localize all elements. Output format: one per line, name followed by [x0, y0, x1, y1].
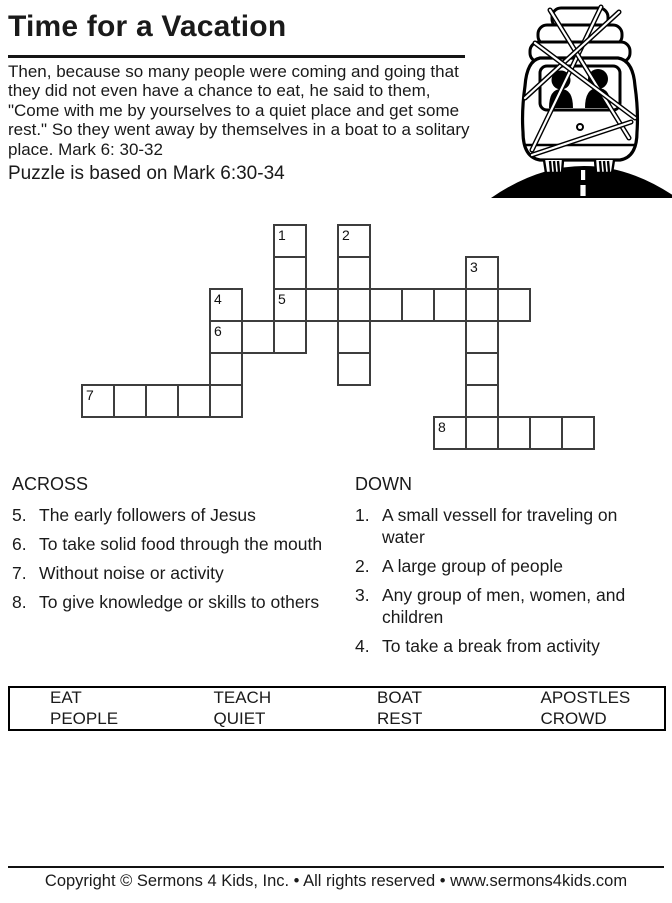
cell-number: 1	[278, 227, 286, 243]
crossword-cell[interactable]	[145, 384, 179, 418]
clue-text: To take a break from activity	[382, 636, 600, 656]
cell-number: 4	[214, 291, 222, 307]
clue-text: To give knowledge or skills to others	[39, 592, 320, 612]
across-clues-list	[12, 504, 342, 613]
clue-item	[12, 533, 342, 555]
crossword-cell[interactable]	[465, 352, 499, 386]
crossword-cell[interactable]	[113, 384, 147, 418]
word-bank-word: APOSTLES	[540, 688, 631, 708]
clue-item	[355, 635, 657, 657]
passage-line: "Come with me by yourselves to a quiet place and get some	[8, 100, 460, 120]
crossword-cell[interactable]	[401, 288, 435, 322]
crossword-cell[interactable]	[273, 288, 307, 322]
crossword-cell[interactable]	[561, 416, 595, 450]
crossword-cell[interactable]	[337, 320, 371, 354]
crossword-cell[interactable]	[305, 288, 339, 322]
crossword-cell[interactable]	[209, 320, 243, 354]
word-bank-word: QUIET	[213, 708, 266, 728]
crossword-cell[interactable]	[465, 288, 499, 322]
road-dash	[581, 170, 585, 180]
clue-item	[12, 562, 342, 584]
crossword-cell[interactable]	[369, 288, 403, 322]
crossword-cell[interactable]	[337, 256, 371, 290]
clue-item	[355, 584, 657, 628]
word-bank-word: BOAT	[377, 688, 423, 708]
car-illustration-graphic	[488, 0, 672, 200]
title-divider	[8, 55, 465, 58]
cell-number: 7	[86, 387, 94, 403]
word-bank-word: CROWD	[540, 708, 607, 728]
clue-text: A small vessell for traveling on water	[382, 505, 618, 547]
page-title: Time for a Vacation	[8, 10, 287, 43]
crossword-cell[interactable]	[497, 416, 531, 450]
crossword-cell[interactable]	[433, 288, 467, 322]
clue-number: 2.	[355, 556, 370, 576]
clue-text: A large group of people	[382, 556, 563, 576]
crossword-cell[interactable]	[273, 224, 307, 258]
passage-line: Then, because so many people were coming and going that	[8, 62, 459, 81]
road	[491, 156, 672, 198]
clue-number: 1.	[355, 505, 370, 525]
crossword-cell[interactable]	[465, 384, 499, 418]
puzzle-reference: Puzzle is based on Mark 6:30-34	[8, 163, 285, 184]
down-clues-list	[355, 504, 657, 657]
word-bank-word: TEACH	[213, 688, 272, 708]
packed-car-illustration	[488, 0, 672, 200]
across-heading: ACROSS	[12, 474, 89, 494]
crossword-cell[interactable]	[209, 288, 243, 322]
clue-text: Any group of men, women, and children	[382, 585, 626, 627]
clue-item	[12, 504, 342, 526]
passage-line: they did not even have a chance to eat, he said to them,	[8, 81, 431, 101]
crossword-cell[interactable]	[273, 256, 307, 290]
clue-number: 4.	[355, 636, 370, 656]
crossword-cell[interactable]	[337, 224, 371, 258]
crossword-cell[interactable]	[433, 416, 467, 450]
word-bank-word: EAT	[50, 688, 82, 708]
cell-number: 3	[470, 259, 478, 275]
crossword-cell[interactable]	[497, 288, 531, 322]
clue-text: Without noise or activity	[39, 563, 224, 583]
crossword-cell[interactable]	[177, 384, 211, 418]
footer-divider	[8, 866, 664, 868]
crossword-cell[interactable]	[209, 384, 243, 418]
crossword-cell[interactable]	[337, 352, 371, 386]
clue-number: 7.	[12, 563, 27, 583]
scripture-passage	[8, 62, 494, 159]
crossword-cell[interactable]	[273, 320, 307, 354]
cell-number: 6	[214, 323, 222, 339]
clue-text: The early followers of Jesus	[39, 505, 256, 525]
cell-number: 5	[278, 291, 286, 307]
tailgate-handle	[577, 124, 583, 130]
word-bank-word: PEOPLE	[50, 708, 119, 728]
clue-number: 5.	[12, 505, 27, 525]
crossword-cell[interactable]	[465, 320, 499, 354]
crossword-cell[interactable]	[465, 256, 499, 290]
crossword-cell[interactable]	[529, 416, 563, 450]
across-clues-section	[12, 474, 342, 620]
crossword-grid	[81, 224, 596, 483]
clue-number: 6.	[12, 534, 27, 554]
word-bank-word: REST	[377, 708, 423, 728]
clue-number: 3.	[355, 585, 370, 605]
clue-text: To take solid food through the mouth	[39, 534, 323, 554]
crossword-cell[interactable]	[209, 352, 243, 386]
clue-item	[355, 504, 657, 548]
down-clues-section	[355, 474, 657, 664]
cell-number: 8	[438, 419, 446, 435]
road-dash	[580, 185, 585, 196]
crossword-cell[interactable]	[337, 288, 371, 322]
down-heading: DOWN	[355, 474, 412, 494]
clue-number: 8.	[12, 592, 27, 612]
crossword-cell[interactable]	[81, 384, 115, 418]
passage-line: place. Mark 6: 30-32	[8, 139, 163, 159]
cell-number: 2	[342, 227, 350, 243]
crossword-cell[interactable]	[465, 416, 499, 450]
word-bank	[8, 686, 666, 731]
clue-item	[12, 591, 342, 613]
passage-line: rest." So they went away by themselves in a boat to a solitary	[8, 120, 470, 140]
crossword-cell[interactable]	[241, 320, 275, 354]
copyright-text: Copyright © Sermons 4 Kids, Inc. • All rights reserved • www.sermons4kids.com	[44, 872, 628, 890]
clue-item	[355, 555, 657, 577]
